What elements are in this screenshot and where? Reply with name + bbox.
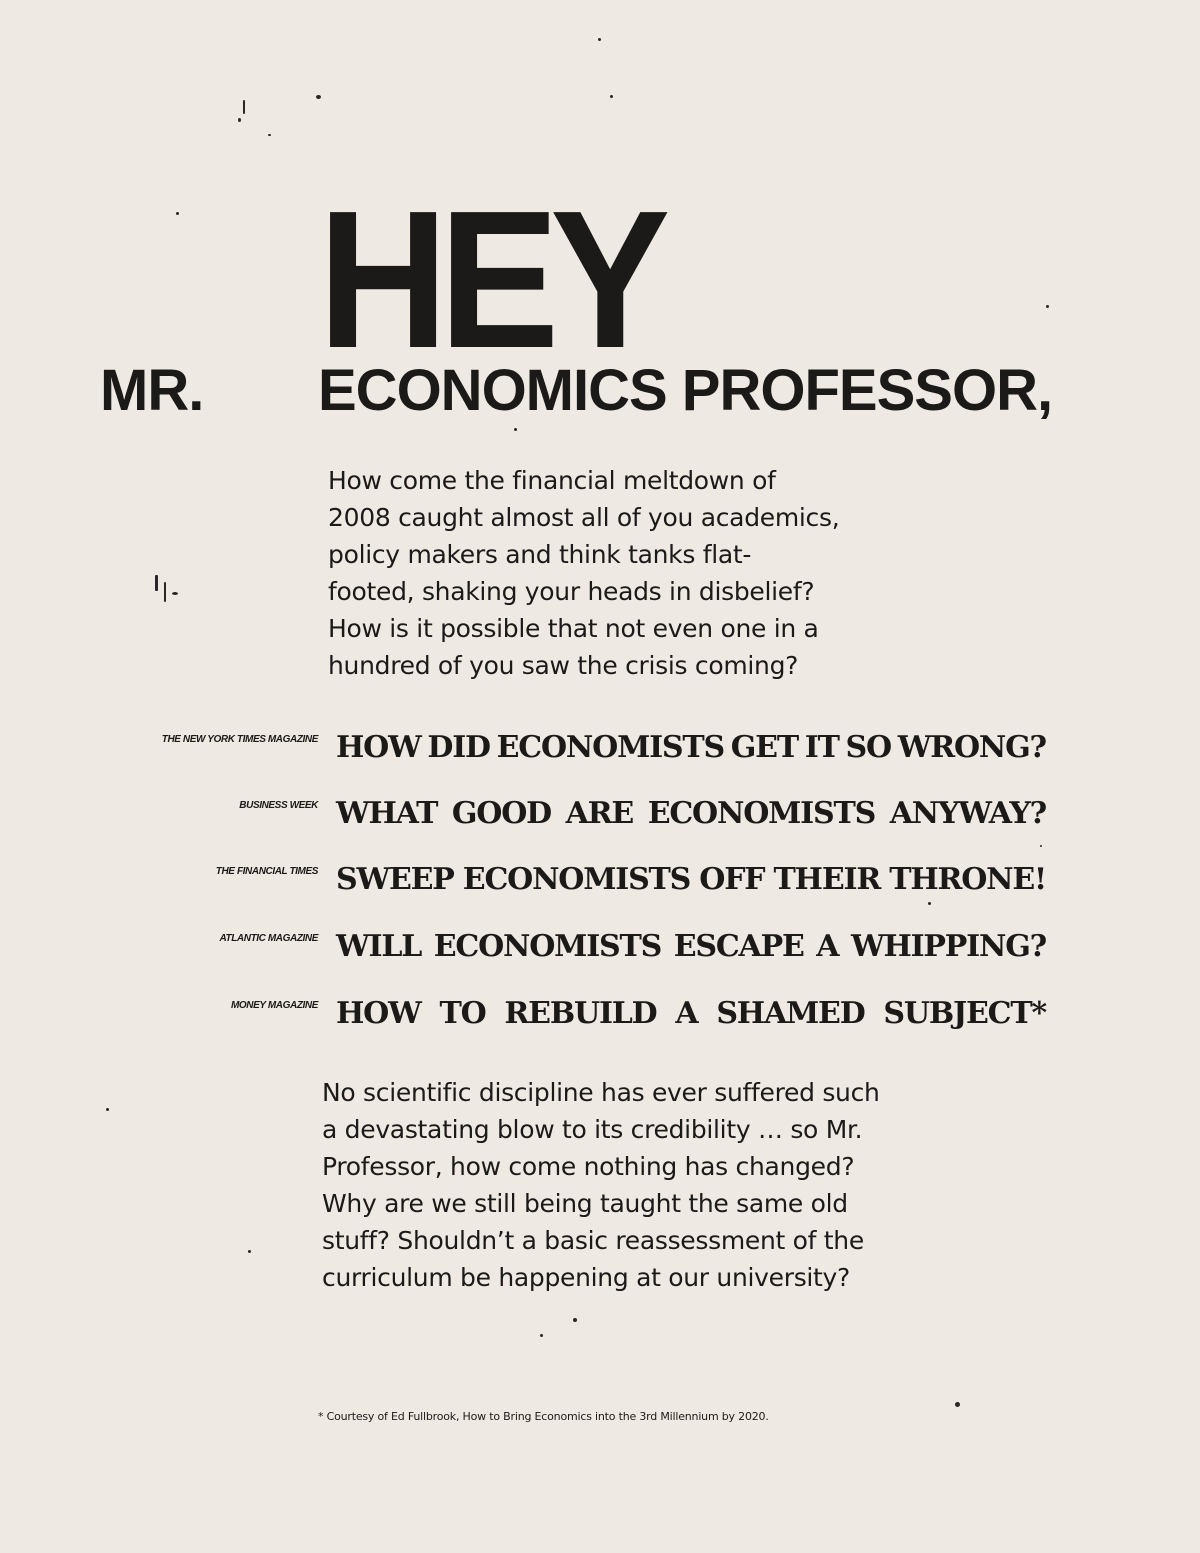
headline-source: THE FINANCIAL TIMES <box>215 866 318 877</box>
paper-speck <box>164 582 166 602</box>
headline-row <box>0 929 1200 979</box>
paper-speck <box>514 428 517 431</box>
mr-heading: MR. <box>100 358 204 423</box>
headline-text: WHAT GOOD ARE ECONOMISTS ANYWAY? <box>336 796 1046 831</box>
headline-text: SWEEP ECONOMISTS OFF THEIR THRONE! <box>336 862 1046 897</box>
headline-text: HOW DID ECONOMISTS GET IT SO WRONG? <box>336 730 1046 765</box>
intro-paragraph: How come the financial meltdown of 2008 caught almost all of you academics, policy makers and think tanks flat- footed, shaking your heads in disbelief? How is it possible that not even one in a hundred of you saw the crisis coming? <box>328 466 840 680</box>
headline-source: BUSINESS WEEK <box>239 800 318 811</box>
paper-speck <box>1046 305 1049 308</box>
hey-heading: HEY <box>318 170 662 389</box>
paper-speck <box>248 1250 251 1253</box>
headline-row <box>0 862 1200 912</box>
headline-row <box>0 796 1200 846</box>
paper-speck <box>172 592 178 595</box>
paper-speck <box>955 1402 960 1407</box>
paper-speck <box>238 118 241 122</box>
paper-speck <box>106 1108 109 1111</box>
paper-speck <box>540 1334 543 1337</box>
paper-speck <box>573 1318 577 1322</box>
paper-speck <box>268 134 271 136</box>
paper-speck <box>176 212 179 215</box>
paper-speck <box>155 575 158 591</box>
paper-speck <box>316 95 321 99</box>
economics-professor-heading: ECONOMICS PROFESSOR, <box>318 358 1053 423</box>
headline-source: THE NEW YORK TIMES MAGAZINE <box>161 734 318 745</box>
headline-text: WILL ECONOMISTS ESCAPE A WHIPPING? <box>336 929 1046 964</box>
closing-paragraph: No scientific discipline has ever suffered such a devastating blow to its credibility … so Mr. Professor, how come nothing has changed? Why are we still being taught the same old stuff? Shouldn’t a basic reassessment of the curriculum be happening at our university? <box>322 1078 880 1292</box>
headline-source: ATLANTIC MAGAZINE <box>219 933 318 944</box>
headline-source: MONEY MAGAZINE <box>231 1000 318 1011</box>
paper-speck <box>243 100 245 114</box>
paper-speck <box>610 95 613 98</box>
headline-text: HOW TO REBUILD A SHAMED SUBJECT* <box>336 996 1046 1031</box>
headline-row <box>0 730 1200 780</box>
headline-row <box>0 996 1200 1046</box>
footnote: * Courtesy of Ed Fullbrook, How to Bring Economics into the 3rd Millennium by 2020. <box>318 1410 769 1423</box>
paper-speck <box>598 38 601 41</box>
